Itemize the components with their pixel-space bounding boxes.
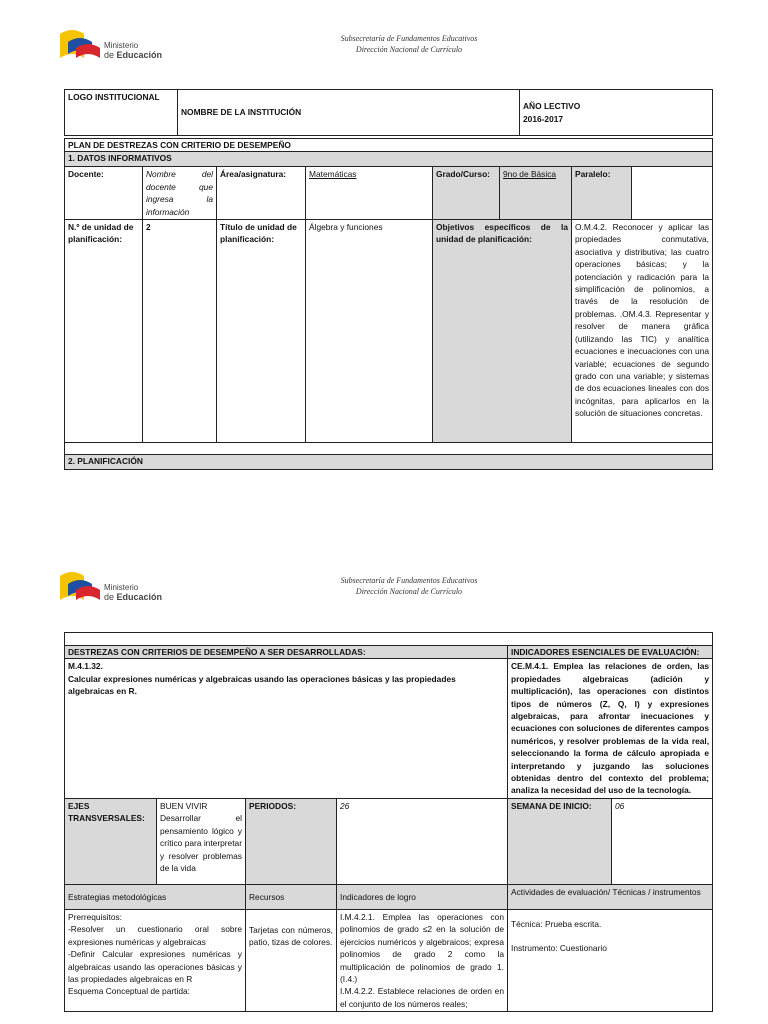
logo-de: de [104,50,115,60]
grado-value-text: 9no de Básica [503,169,557,180]
ministerio-logo-2 [58,570,168,604]
tecnica-text: Técnica: Prueba escrita. [511,918,602,929]
plan-title: PLAN DE DESTREZAS CON CRITERIO DE DESEMPEÑO [65,139,713,152]
estrategias-header: Estrategias metodológicas [65,884,246,909]
institution-name-cell: NOMBRE DE LA INSTITUCIÓN [178,90,520,136]
prerreq-2: -Definir Calcular expresiones numéricas y algebraicas usando las operaciones básicas y las propiedades algebraicas en R [68,949,242,984]
logo-educacion: Educación [116,592,163,602]
periodos-value: 26 [337,798,508,884]
prerreq-title: Prerrequisitos: [68,911,122,922]
direccion-text: Dirección Nacional de Currículo [355,587,463,596]
grado-label: Grado/Curso: [433,167,500,220]
semana-label: SEMANA DE INICIO: [508,798,612,884]
logro-header: Indicadores de logro [337,884,508,909]
indicadores-header: INDICADORES ESENCIALES DE EVALUACIÓN: [508,646,713,659]
logo-de: de [104,592,115,602]
prerreq-1: -Resolver un cuestionario oral sobre expresiones numéricas y algebraicas [68,924,242,947]
recursos-cell: Tarjetas con números, patio, tizas de colores. [246,909,337,1011]
destreza-cell [65,659,508,798]
buen-vivir-title: BUEN VIVIR [160,800,208,811]
year-value: 2016-2017 [523,113,564,124]
logo-institucional-cell: LOGO INSTITUCIONAL [65,90,178,136]
unidad-titulo-value: Álgebra y funciones [306,220,433,443]
actividades-header: Actividades de evaluación/ Técnicas / instrumentos [508,884,713,909]
docente-value: Nombre del docente que ingresa la información [143,167,217,220]
ejes-label: EJES TRANSVERSALES: [65,798,157,884]
direccion-text: Dirección Nacional de Currículo [355,45,463,54]
document-header-2 [200,575,618,597]
section-1-title: 1. DATOS INFORMATIVOS [65,152,713,167]
prerreq-3: Esquema Conceptual de partida: [68,986,190,997]
unidad-titulo-label: Título de unidad de planificación: [217,220,306,443]
indicador-cell: CE.M.4.1. Emplea las relaciones de orden, las propiedades algebraicas (adición y multiplicación), las operaciones con distintos tipos de números (Z, Q, I) y expresiones algebraicas, para afrontar inecuaciones y ecuaciones con soluciones de diferentes campos numéricos, y resolver problemas de la vida real, seleccionando la forma de cálculo apropiada e interpretando y juzgando las soluciones obtenidas dentro del contexto del problema; analiza la necesidad del uso de la tecnología. [508,659,713,798]
destreza-code: M.4.1.32. [68,661,103,672]
buen-vivir-text: Desarrollar el pensamiento lógico y crítico para interpretar y resolver problemas de la vida [160,813,242,873]
area-value-text: Matemáticas [309,169,357,180]
subsecretaria-text: Subsecretaría de Fundamentos Educativos [340,34,478,43]
unidad-num-label: N.º de unidad de planificación: [65,220,143,443]
subsecretaria-text: Subsecretaría de Fundamentos Educativos [340,576,478,585]
unidad-num-value: 2 [143,220,217,443]
logro-cell [337,909,508,1011]
empty-top-row [65,633,713,646]
logo-educacion: Educación [116,50,163,60]
destreza-text: Calcular expresiones numéricas y algebraicas usando las operaciones básicas y las propiedades algebraicas en R. [68,673,456,697]
buen-vivir-cell [157,798,246,884]
recursos-header: Recursos [246,884,337,909]
objetivos-value: O.M.4.2. Reconocer y aplicar las propiedades conmutativa, asociativa y distributiva; las cuatro operaciones básicas; y la potenciación y radicación para la simplificación de polinomios, a través de la resolución de problemas. .OM.4.3. Representar y resolver de manera gráfica (utilizando las TIC) y analítica ecuaciones e inecuaciones con una variable; ecuaciones de segundo grado con una variable; y sistemas de dos ecuaciones lineales con dos incógnitas, para aplicarlos en la solución de situaciones concretas. [572,220,713,443]
year-label: AÑO LECTIVO [523,101,581,112]
logo-line-1: Ministerio [104,41,139,50]
planificacion-table [64,632,713,1012]
semana-value: 06 [612,798,713,884]
area-label: Área/asignatura: [217,167,306,220]
objetivos-label: Objetivos específicos de la unidad de planificación: [433,220,572,443]
periodos-label: PERIODOS: [246,798,337,884]
logro-2: I.M.4.2.2. Establece relaciones de orden en el conjunto de los números reales; [340,986,504,1009]
logo-line-1: Ministerio [104,583,139,592]
logo-line-2 [104,592,162,602]
flag-logo-icon [58,570,102,604]
spacer [511,930,709,942]
instrumento-text: Instrumento: Cuestionario [511,943,607,954]
estrategias-cell [65,909,246,1011]
docente-label: Docente: [65,167,143,220]
paralelo-label: Paralelo: [572,167,632,220]
section-2-title: 2. PLANIFICACIÓN [65,455,713,470]
destrezas-header: DESTREZAS CON CRITERIOS DE DESEMPEÑO A SER DESARROLLADAS: [65,646,508,659]
actividades-cell [508,909,713,1011]
logro-1: I.M.4.2.1. Emplea las operaciones con polinomios de grado ≤2 en la solución de ejercicios numéricos y algebraicos; expresa polinomios de grado 2 como la multiplicación de polinomios de grado 1. (I.4.) [340,911,504,984]
